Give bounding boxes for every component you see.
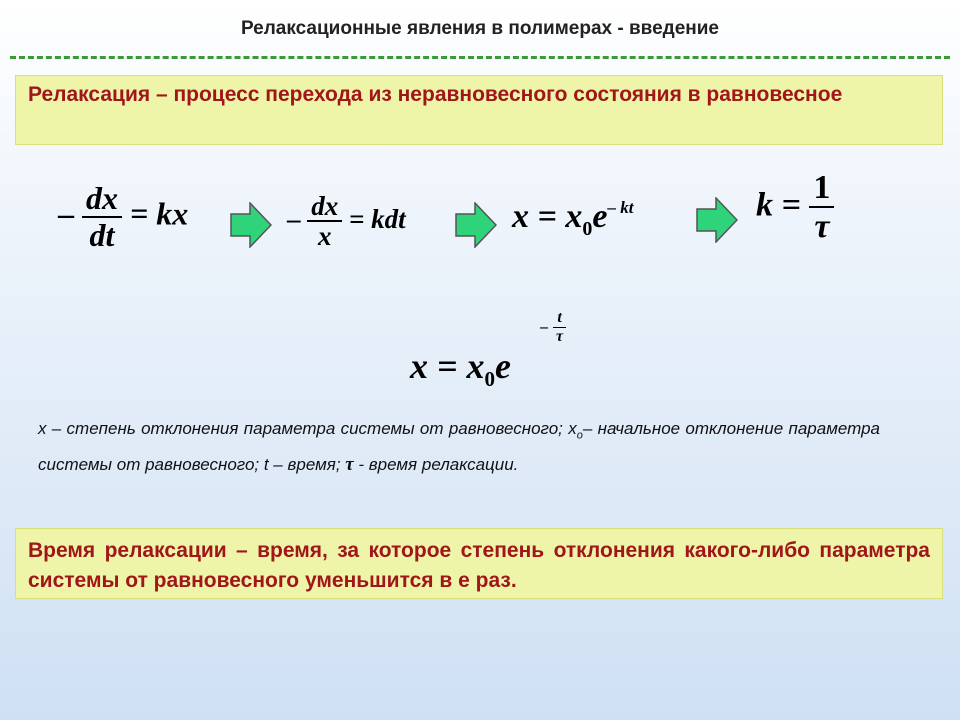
eq1-denominator: dt	[89, 216, 115, 253]
eq5-exponent	[540, 310, 567, 345]
eq4-numerator: 1	[809, 170, 834, 208]
eq1-fraction	[82, 182, 122, 253]
arrow-right-icon-2	[455, 202, 497, 248]
legend-part-1: x – степень отклонения параметра системы от равновесного; x	[38, 419, 577, 438]
eq5-exp-denominator: τ	[556, 327, 564, 345]
eq2-rhs: = kdt	[349, 204, 406, 235]
eq3-subscript: 0	[582, 217, 593, 240]
legend-part-3: - время релаксации.	[353, 455, 519, 475]
eq5-exp-minus: –	[540, 318, 548, 336]
eq4-fraction	[809, 170, 834, 245]
eq1-minus: –	[58, 195, 74, 232]
eq3-lhs: x = x	[512, 198, 583, 235]
eq2-denominator: x	[318, 221, 332, 252]
equation-separated	[287, 192, 406, 252]
equation-rate-constant	[756, 170, 834, 245]
eq4-lhs: k =	[756, 186, 801, 224]
eq3-exponent: – kt	[607, 198, 634, 217]
legend-part-2: – начальное отклонение параметра системы от равновесного; t – время;	[38, 419, 880, 475]
equation-relaxation-law	[410, 345, 511, 392]
eq1-rhs: = kx	[130, 195, 189, 232]
eq5-subscript: 0	[484, 367, 496, 392]
eq4-denominator: τ	[814, 207, 830, 245]
arrow-right-icon-1	[230, 202, 272, 248]
eq5-exp-fraction	[552, 310, 567, 345]
definition-box-relaxation-time	[15, 528, 943, 599]
eq3-base: e	[592, 198, 608, 235]
definition-text-relaxation: Релаксация – процесс перехода из неравновесного состояния в равновесное	[28, 83, 843, 106]
slide-title: Релаксационные явления в полимерах - введение	[240, 18, 720, 39]
eq2-minus: –	[287, 204, 301, 235]
eq2-numerator: dx	[307, 192, 342, 222]
arrow-right-icon-3	[696, 197, 738, 243]
title-divider	[10, 56, 950, 59]
eq5-exp-numerator: t	[553, 310, 565, 328]
eq5-lhs: x = x	[410, 346, 485, 386]
eq2-fraction	[307, 192, 342, 252]
legend-sub-o: o	[576, 429, 583, 442]
eq5-base: e	[495, 346, 511, 386]
variables-legend	[38, 414, 880, 480]
definition-box-relaxation	[15, 75, 943, 145]
legend-tau: τ	[345, 454, 354, 476]
eq1-numerator: dx	[82, 182, 122, 218]
equation-rate	[58, 182, 188, 253]
definition-text-relaxation-time: Время релаксации – время, за которое степень отклонения какого-либо параметра системы от равновесного уменьшится в е раз.	[28, 539, 930, 592]
equation-solution	[512, 198, 633, 241]
